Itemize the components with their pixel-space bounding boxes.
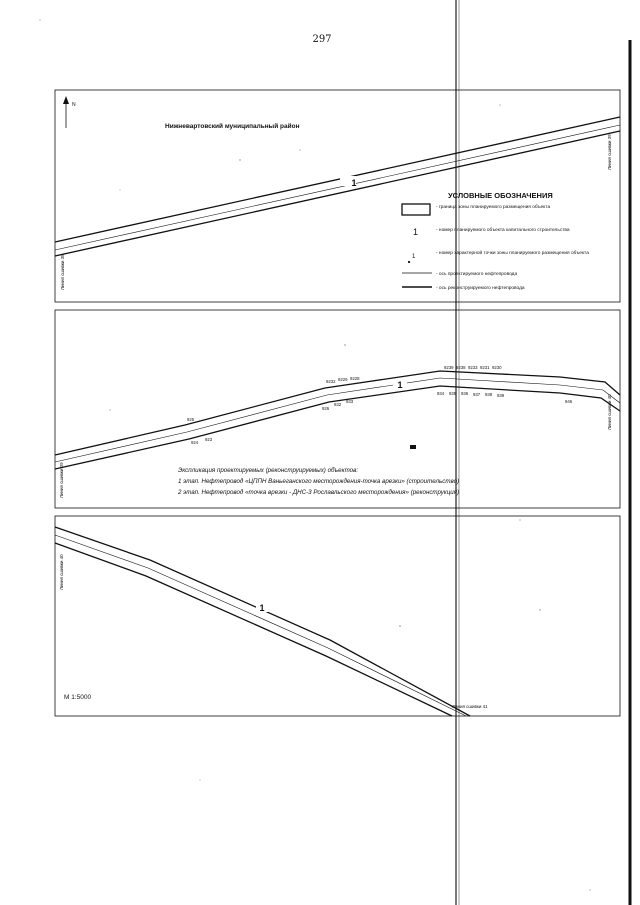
point-label: 924 [191,440,199,445]
match-line-label-38: Линия сшивки 38 [60,254,65,290]
object-number-2: 1 [397,380,403,390]
explication [177,467,459,496]
point-label: 923 [205,437,213,442]
page-number: 297 [312,34,332,45]
explication-stage-1: 1 этап. Нефтепровод «ЦППН Ваньеганского месторождения-точка врезки» (строительство) [178,478,460,485]
district-label: Нижневартовский муниципальный район [165,123,300,130]
point-label: 937 [473,392,481,397]
map-frame-3 [55,516,620,716]
legend-item-designed-axis: - ось проектируемого нефтепровода [436,272,518,277]
point-label: 932 [334,402,342,407]
match-line-label-40: Линия сшивки 40 [607,394,612,430]
point-label: 946 [565,399,573,404]
legend-item-point-number: - номер характерной точки зоны планируемого размещения объекта [436,251,589,256]
north-label: N [72,102,76,108]
legend-zone-symbol [402,204,430,215]
legend-object-number-symbol: 1 [413,227,419,237]
map-scale: М 1:5000 [64,694,92,701]
point-label: 9231 [480,365,490,370]
explication-title: Экспликация проектируемых (реконструируемых) объектов: [178,467,359,474]
match-line-label-41: Линия сшивки 41 [452,704,488,709]
point-label: 938 [485,392,493,397]
legend-point-number-symbol: 1 [412,254,416,260]
point-label: 9238 [456,365,466,370]
point-labels-frame-2 [187,365,573,445]
object-number-3: 1 [259,603,265,613]
point-label: 9232 [326,379,336,384]
legend-item-reconstructed-axis: - ось реконструируемого нефтепровода [436,286,525,291]
legend [402,191,589,291]
explication-stage-2: 2 этап. Нефтепровод «точка врезки - ДНС-3 Рославльского месторождения» (реконструкция) [178,489,460,496]
object-number-1: 1 [351,178,357,188]
north-arrow [63,96,76,128]
point-label: 9230 [492,365,502,370]
point-label: 9239 [444,365,454,370]
map-marker [410,445,416,449]
point-label: 925 [187,417,195,422]
point-label: 939 [497,393,505,398]
match-line-label-40b: Линия сшивки 40 [59,554,64,590]
point-label: 9229 [338,377,348,382]
legend-item-zone: - граница зоны планируемого размещения объекта [436,205,551,210]
point-label: 9233 [468,365,478,370]
legend-point-dot [408,261,410,263]
point-label: 933 [346,399,354,404]
point-label: 926 [322,406,330,411]
match-line-label-39b: Линия сшивки 39 [59,462,64,498]
point-label: 934 [437,391,445,396]
point-label: 936 [461,391,469,396]
match-line-label-39: Линия сшивки 39 [607,134,612,170]
legend-item-object-number: - номер планируемого объекта капитального строительства [436,228,570,233]
legend-title: УСЛОВНЫЕ ОБОЗНАЧЕНИЯ [448,191,553,200]
point-label: 935 [449,391,457,396]
pipeline-frame-1 [55,117,620,256]
point-label: 9228 [350,376,360,381]
pipeline-frame-3 [55,527,470,716]
pipeline-frame-2 [55,371,620,469]
